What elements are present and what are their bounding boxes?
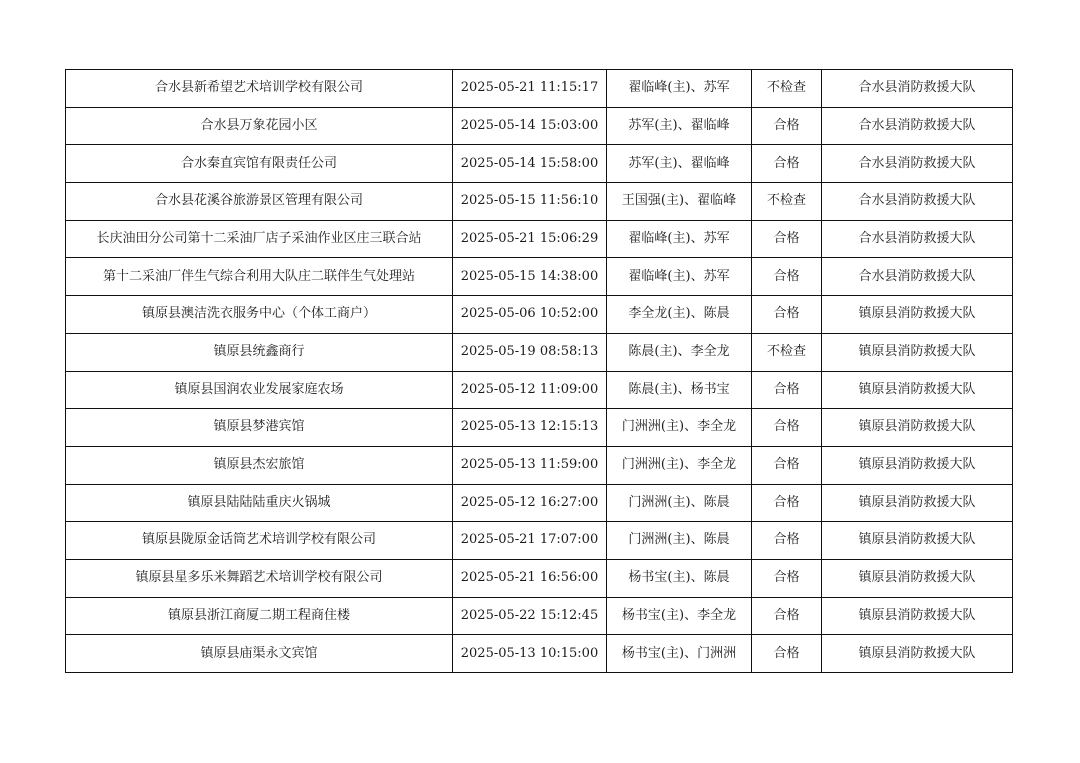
cell-result: 合格 (752, 220, 822, 258)
cell-brigade: 镇原县消防救援大队 (822, 296, 1013, 334)
cell-unit-name: 长庆油田分公司第十二采油厂店子采油作业区庄三联合站 (66, 220, 453, 258)
cell-unit-name: 第十二采油厂伴生气综合利用大队庄二联伴生气处理站 (66, 258, 453, 296)
cell-inspection-time: 2025-05-12 16:27:00 (453, 484, 607, 522)
cell-result: 合格 (752, 409, 822, 447)
cell-inspectors: 门洲洲(主)、陈晨 (607, 522, 752, 560)
cell-inspectors: 陈晨(主)、杨书宝 (607, 371, 752, 409)
cell-unit-name: 合水县花溪谷旅游景区管理有限公司 (66, 183, 453, 221)
cell-inspectors: 陈晨(主)、李全龙 (607, 333, 752, 371)
cell-inspectors: 杨书宝(主)、门洲洲 (607, 635, 752, 673)
cell-result: 合格 (752, 371, 822, 409)
cell-inspectors: 翟临峰(主)、苏军 (607, 258, 752, 296)
cell-unit-name: 镇原县梦港宾馆 (66, 409, 453, 447)
cell-inspectors: 翟临峰(主)、苏军 (607, 70, 752, 108)
cell-inspectors: 杨书宝(主)、李全龙 (607, 597, 752, 635)
cell-inspection-time: 2025-05-13 10:15:00 (453, 635, 607, 673)
table-row (66, 107, 1013, 145)
cell-inspectors: 王国强(主)、翟临峰 (607, 183, 752, 221)
table-row (66, 145, 1013, 183)
cell-inspection-time: 2025-05-14 15:03:00 (453, 107, 607, 145)
cell-brigade: 镇原县消防救援大队 (822, 597, 1013, 635)
cell-unit-name: 镇原县星多乐米舞蹈艺术培训学校有限公司 (66, 559, 453, 597)
cell-result: 合格 (752, 107, 822, 145)
cell-inspection-time: 2025-05-14 15:58:00 (453, 145, 607, 183)
cell-inspection-time: 2025-05-06 10:52:00 (453, 296, 607, 334)
cell-unit-name: 合水县万象花园小区 (66, 107, 453, 145)
cell-inspectors: 李全龙(主)、陈晨 (607, 296, 752, 334)
cell-result: 合格 (752, 597, 822, 635)
cell-result: 合格 (752, 635, 822, 673)
cell-inspection-time: 2025-05-21 11:15:17 (453, 70, 607, 108)
cell-inspectors: 门洲洲(主)、李全龙 (607, 409, 752, 447)
cell-inspectors: 苏军(主)、翟临峰 (607, 107, 752, 145)
cell-unit-name: 合水县新希望艺术培训学校有限公司 (66, 70, 453, 108)
cell-brigade: 合水县消防救援大队 (822, 70, 1013, 108)
cell-inspection-time: 2025-05-22 15:12:45 (453, 597, 607, 635)
cell-unit-name: 合水秦直宾馆有限责任公司 (66, 145, 453, 183)
cell-unit-name: 镇原县国润农业发展家庭农场 (66, 371, 453, 409)
table-row (66, 635, 1013, 673)
table-row (66, 258, 1013, 296)
table-row (66, 484, 1013, 522)
cell-brigade: 镇原县消防救援大队 (822, 446, 1013, 484)
inspection-table (65, 69, 1013, 673)
cell-unit-name: 镇原县陆陆陆重庆火锅城 (66, 484, 453, 522)
cell-brigade: 镇原县消防救援大队 (822, 409, 1013, 447)
cell-unit-name: 镇原县浙江商厦二期工程商住楼 (66, 597, 453, 635)
cell-result: 合格 (752, 559, 822, 597)
table-row (66, 183, 1013, 221)
cell-inspection-time: 2025-05-15 11:56:10 (453, 183, 607, 221)
cell-brigade: 镇原县消防救援大队 (822, 635, 1013, 673)
cell-brigade: 镇原县消防救援大队 (822, 484, 1013, 522)
cell-inspectors: 翟临峰(主)、苏军 (607, 220, 752, 258)
cell-brigade: 镇原县消防救援大队 (822, 333, 1013, 371)
table-row (66, 446, 1013, 484)
cell-brigade: 镇原县消防救援大队 (822, 559, 1013, 597)
cell-inspectors: 门洲洲(主)、李全龙 (607, 446, 752, 484)
cell-result: 合格 (752, 145, 822, 183)
cell-inspectors: 门洲洲(主)、陈晨 (607, 484, 752, 522)
table-row (66, 522, 1013, 560)
table-row (66, 371, 1013, 409)
cell-unit-name: 镇原县陇原金话筒艺术培训学校有限公司 (66, 522, 453, 560)
cell-unit-name: 镇原县庙渠永文宾馆 (66, 635, 453, 673)
cell-inspection-time: 2025-05-21 17:07:00 (453, 522, 607, 560)
cell-brigade: 镇原县消防救援大队 (822, 522, 1013, 560)
table-row (66, 70, 1013, 108)
cell-result: 不检查 (752, 70, 822, 108)
cell-inspection-time: 2025-05-15 14:38:00 (453, 258, 607, 296)
table-row (66, 296, 1013, 334)
cell-inspectors: 苏军(主)、翟临峰 (607, 145, 752, 183)
cell-brigade: 镇原县消防救援大队 (822, 371, 1013, 409)
cell-inspection-time: 2025-05-12 11:09:00 (453, 371, 607, 409)
cell-result: 合格 (752, 484, 822, 522)
cell-inspection-time: 2025-05-21 15:06:29 (453, 220, 607, 258)
cell-brigade: 合水县消防救援大队 (822, 145, 1013, 183)
cell-result: 合格 (752, 296, 822, 334)
table-row (66, 597, 1013, 635)
cell-result: 不检查 (752, 183, 822, 221)
cell-inspection-time: 2025-05-13 12:15:13 (453, 409, 607, 447)
cell-inspectors: 杨书宝(主)、陈晨 (607, 559, 752, 597)
cell-result: 合格 (752, 258, 822, 296)
cell-result: 不检查 (752, 333, 822, 371)
table-row (66, 409, 1013, 447)
table-row (66, 220, 1013, 258)
cell-brigade: 合水县消防救援大队 (822, 107, 1013, 145)
table-row (66, 333, 1013, 371)
cell-inspection-time: 2025-05-21 16:56:00 (453, 559, 607, 597)
cell-brigade: 合水县消防救援大队 (822, 183, 1013, 221)
cell-inspection-time: 2025-05-13 11:59:00 (453, 446, 607, 484)
cell-inspection-time: 2025-05-19 08:58:13 (453, 333, 607, 371)
cell-result: 合格 (752, 446, 822, 484)
table-row (66, 559, 1013, 597)
cell-unit-name: 镇原县杰宏旅馆 (66, 446, 453, 484)
cell-brigade: 合水县消防救援大队 (822, 220, 1013, 258)
cell-unit-name: 镇原县澳洁洗衣服务中心（个体工商户） (66, 296, 453, 334)
cell-brigade: 合水县消防救援大队 (822, 258, 1013, 296)
cell-unit-name: 镇原县统鑫商行 (66, 333, 453, 371)
cell-result: 合格 (752, 522, 822, 560)
